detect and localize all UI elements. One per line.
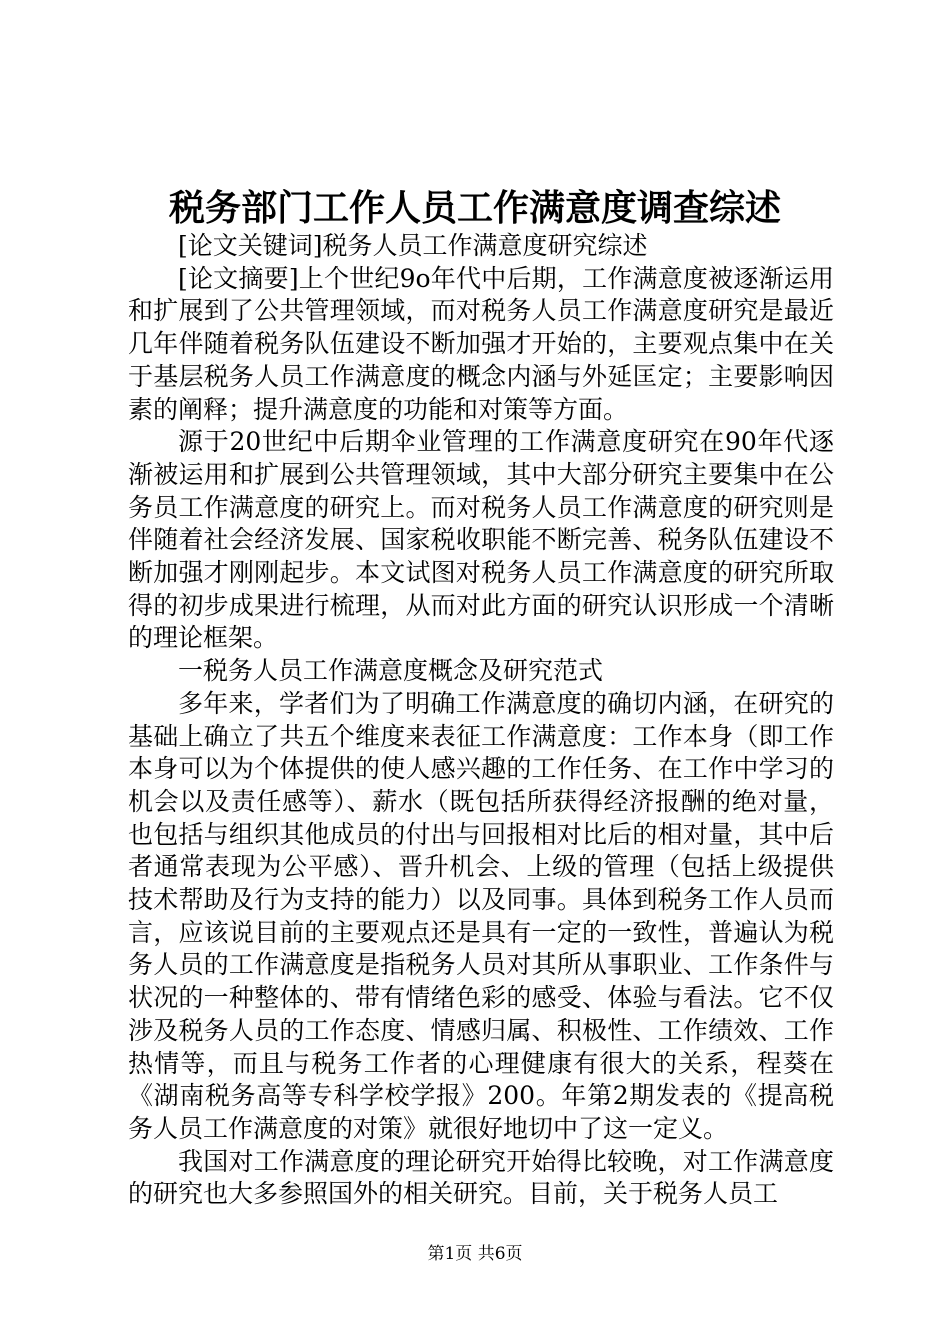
intro-paragraph: 源于20世纪中后期伞业管理的工作满意度研究在90年代逐渐被运用和扩展到公共管理领域，其中大部分研究主要集中在公务员工作满意度的研究上。而对税务人员工作满意度的研究则是伴随着社会经济发展、国家税收职能不断完善、税务队伍建设不断加强才刚刚起步。本文试图对税务人员工作满意度的研究所取得的初步成果进行梳理，从而对此方面的研究认识形成一个清晰的理论框架。 — [128, 427, 834, 653]
body-paragraph: 多年来，学者们为了明确工作满意度的确切内涵，在研究的基础上确立了共五个维度来表征工作满意度：工作本身（即工作本身可以为个体提供的使人感兴趣的工作任务、在工作中学习的机会以及责任感等）、薪水（既包括所获得经济报酬的绝对量，也包括与组织其他成员的付出与回报相对比后的相对量，其中后者通常表现为公平感）、晋升机会、上级的管理（包括上级提供技术帮助及行为支持的能力）以及同事。具体到税务工作人员而言，应该说目前的主要观点还是具有一定的一致性，普遍认为税务人员的工作满意度是指税务人员对其所从事职业、工作条件与状况的一种整体的、带有情绪色彩的感受、体验与看法。它不仅涉及税务人员的工作态度、情感归属、积极性、工作绩效、工作热情等，而且与税务工作者的心理健康有很大的关系，程葵在《湖南税务高等专科学校学报》200。年第2期发表的《提高税务人员工作满意度的对策》就很好地切中了这一定义。 — [128, 688, 834, 1143]
keywords-paragraph: [论文关键词]税务人员工作满意度研究综述 — [178, 231, 648, 260]
abstract-paragraph: [论文摘要]上个世纪9o年代中后期，工作满意度被逐渐运用和扩展到了公共管理领域，而对税务人员工作满意度研究是最近几年伴随着税务队伍建设不断加强才开始的，主要观点集中在关于基层税务人员工作满意度的概念内涵与外延匡定；主要影响因素的阐释；提升满意度的功能和对策等方面。 — [128, 263, 834, 424]
section-heading: 一税务人员工作满意度概念及研究范式 — [178, 656, 604, 686]
page-number-footer: 第1页 共6页 — [427, 1244, 523, 1264]
body-paragraph: 我国对工作满意度的理论研究开始得比较晚，对工作满意度的研究也大多参照国外的相关研究。目前，关于税务人员工 — [128, 1146, 834, 1209]
document-body — [128, 230, 834, 1211]
document-title: 税务部门工作人员工作满意度调查综述 — [168, 187, 781, 229]
